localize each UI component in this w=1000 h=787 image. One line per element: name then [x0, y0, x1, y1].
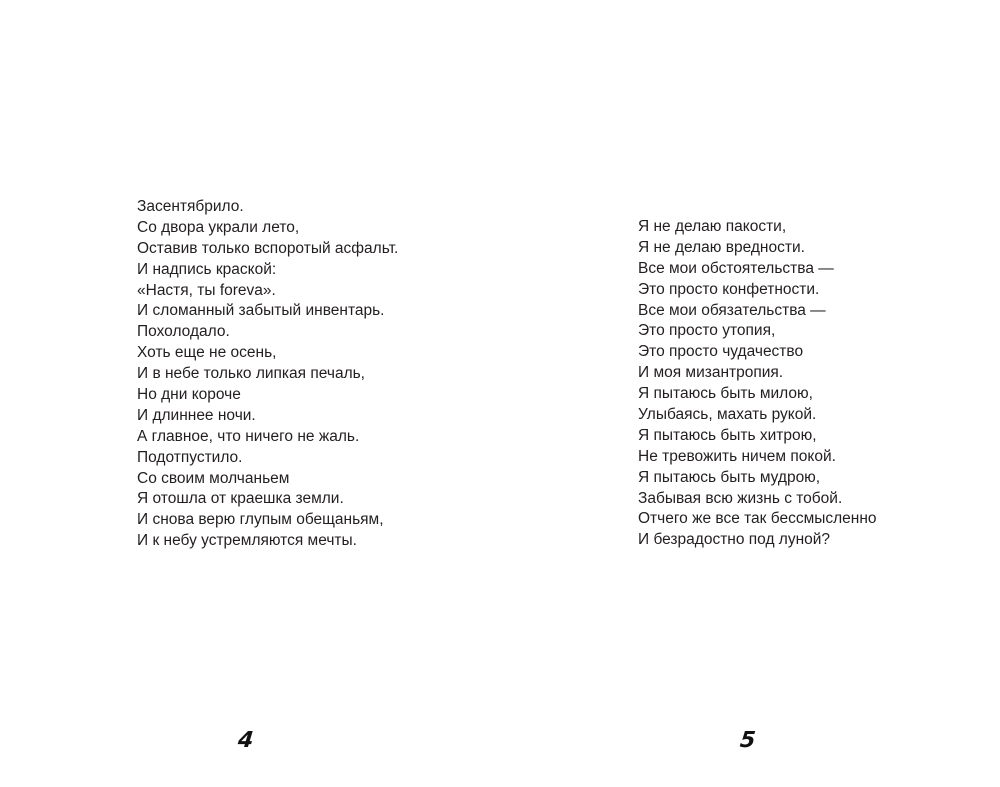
poem-line: Это просто конфетности. [638, 280, 820, 298]
poem-line: Я не делаю вредности. [638, 238, 805, 256]
page-number: 5 [738, 728, 757, 753]
left-poem [137, 197, 398, 552]
poem-line: Не тревожить ничем покой. [638, 447, 836, 465]
right-page [500, 0, 1000, 787]
poem-line: «Настя, ты foreva». [137, 281, 276, 299]
poem-line: И надпись краской: [137, 260, 277, 278]
poem-line: И снова верю глупым обещаньям, [137, 511, 384, 529]
poem-line: Это просто чудачество [638, 343, 804, 361]
poem-line: Все мои обязательства — [638, 301, 826, 319]
poem-line: И к небу устремляются мечты. [137, 532, 357, 550]
poem-line: Хоть еще не осень, [137, 344, 277, 362]
poem-line: Я не делаю пакости, [638, 218, 787, 235]
poem-line: Я пытаюсь быть мудрою, [638, 468, 821, 486]
poem-line: Подотпустило. [137, 448, 243, 466]
right-poem [638, 217, 877, 551]
poem-line: Это просто утопия, [638, 322, 776, 340]
poem-line: Я пытаюсь быть милою, [638, 385, 813, 403]
poem-line: Оставив только вспоротый асфальт. [137, 239, 399, 257]
poem-line: И сломанный забытый инвентарь. [137, 302, 385, 320]
poem-line: Забывая всю жизнь с тобой. [638, 489, 843, 507]
poem-line: И безрадостно под луной? [638, 531, 831, 549]
poem-line: Улыбаясь, махать рукой. [638, 406, 817, 424]
poem-line: Все мои обстоятельства — [638, 259, 834, 277]
poem-line: И в небе только липкая печаль, [137, 365, 365, 383]
poem-line: Но дни короче [137, 386, 241, 404]
poem-line: Со своим молчаньем [137, 469, 290, 487]
poem-line: И длиннее ночи. [137, 406, 256, 424]
page-number: 4 [236, 728, 255, 753]
poem-line: Со двора украли лето, [137, 218, 300, 236]
poem-line: А главное, что ничего не жаль. [137, 427, 360, 445]
poem-line: Я отошла от краешка земли. [137, 490, 344, 508]
poem-line: Я пытаюсь быть хитрою, [638, 426, 817, 444]
poem-line: Похолодало. [137, 323, 230, 341]
poem-line: И моя мизантропия. [638, 364, 784, 382]
poem-line: Отчего же все так бессмысленно [638, 510, 877, 528]
poem-line: Засентябрило. [137, 198, 244, 215]
